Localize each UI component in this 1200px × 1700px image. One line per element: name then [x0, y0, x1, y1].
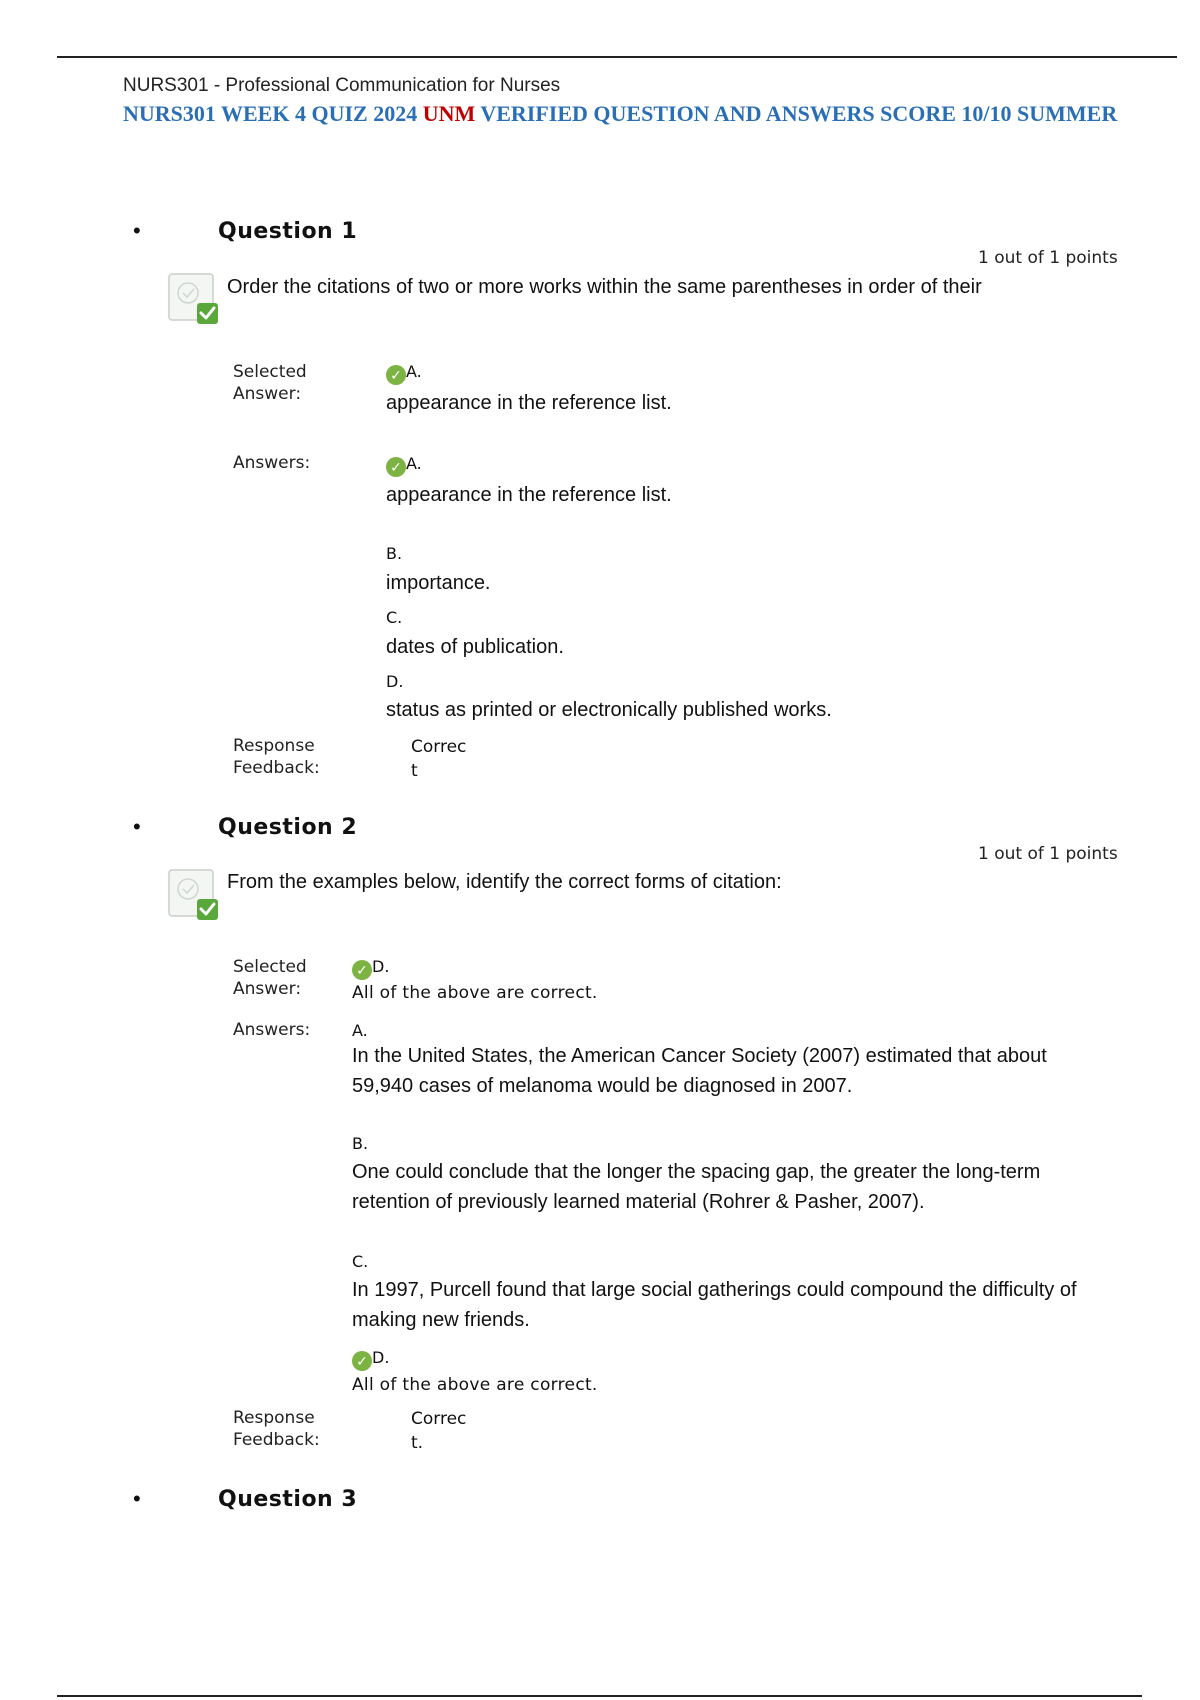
- answer-option-letter: A.: [352, 1021, 368, 1040]
- answer-option-text: appearance in the reference list.: [386, 484, 672, 506]
- question-2-text: From the examples below, identify the correct forms of citation:: [227, 871, 782, 893]
- answer-option-letter: D.: [386, 672, 404, 691]
- answer-option-text: One could conclude that the longer the spacing gap, the greater the long-term retention of previously learned material (Rohrer & Pasher, 2007).: [352, 1161, 1041, 1213]
- answer-option-text: In the United States, the American Cancer Society (2007) estimated that about 59,940 cases of melanoma would be diagnosed in 2007.: [352, 1045, 1047, 1097]
- answers-label: Answers:: [233, 1020, 311, 1040]
- correct-check-icon: ✓: [352, 960, 372, 980]
- answer-option-text: dates of publication.: [386, 636, 564, 658]
- page-title: NURS301 WEEK 4 QUIZ 2024 UNM VERIFIED QUESTION AND ANSWERS SCORE 10/10 SUMMER: [123, 101, 1118, 126]
- selected-answer-2-text: All of the above are correct.: [352, 983, 598, 1003]
- answer-option: ✓ A.: [386, 454, 422, 477]
- answer-option-text: importance.: [386, 572, 491, 594]
- selected-answer-1-text: appearance in the reference list.: [386, 392, 672, 414]
- response-feedback-2: Correct.: [411, 1409, 467, 1453]
- answer-option-text: In 1997, Purcell found that large social gatherings could compound the difficulty of making new friends.: [352, 1279, 1077, 1331]
- question-bullet: •: [133, 814, 141, 839]
- question-bullet: •: [133, 1486, 141, 1511]
- selected-answer-2: ✓ D.: [352, 957, 389, 980]
- question-1-points: 1 out of 1 points: [978, 248, 1118, 268]
- question-bullet: •: [133, 218, 141, 243]
- answer-option-letter: C.: [352, 1252, 369, 1271]
- response-feedback-1: Correct: [411, 737, 467, 781]
- course-name: NURS301 - Professional Communication for Nurses: [123, 75, 561, 96]
- question-2-title: Question 2: [218, 815, 358, 840]
- question-correct-icon: [168, 869, 220, 921]
- selected-answer-label: Selected Answer:: [233, 957, 307, 999]
- answer-option: ✓ D.: [352, 1348, 389, 1371]
- bottom-rule: [57, 1695, 1142, 1697]
- question-3-title: Question 3: [218, 1487, 358, 1512]
- question-1-title: Question 1: [218, 219, 358, 244]
- selected-answer-1: ✓ A.: [386, 362, 422, 385]
- answer-option-letter: B.: [352, 1134, 369, 1153]
- response-feedback-label: Response Feedback:: [233, 1408, 320, 1450]
- answer-option-text: All of the above are correct.: [352, 1375, 598, 1395]
- answer-option-text: status as printed or electronically published works.: [386, 699, 832, 721]
- correct-check-icon: ✓: [386, 365, 406, 385]
- answer-option-letter: B.: [386, 544, 403, 563]
- answers-label: Answers:: [233, 453, 311, 473]
- question-1-text: Order the citations of two or more works within the same parentheses in order of their: [227, 276, 982, 298]
- answer-option-letter: C.: [386, 608, 403, 627]
- question-correct-icon: [168, 273, 220, 325]
- correct-check-icon: ✓: [386, 457, 406, 477]
- question-2-points: 1 out of 1 points: [978, 844, 1118, 864]
- selected-answer-label: Selected Answer:: [233, 362, 307, 404]
- correct-check-icon: ✓: [352, 1351, 372, 1371]
- top-rule: [57, 56, 1177, 58]
- response-feedback-label: Response Feedback:: [233, 736, 320, 778]
